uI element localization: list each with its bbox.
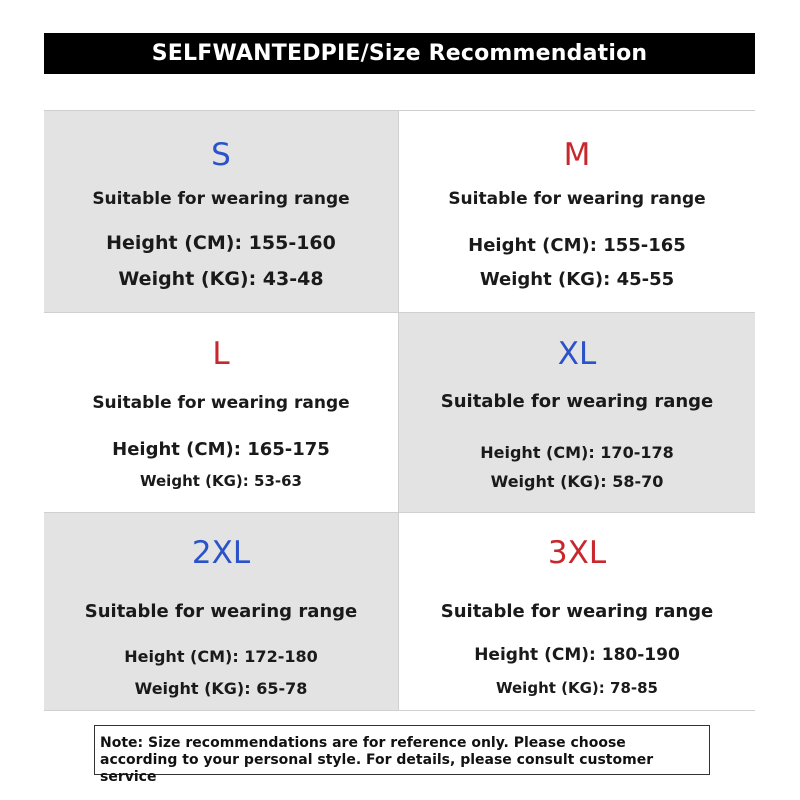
weight-range-l: Weight (KG): 53-63 [140,472,302,490]
page-title: SELFWANTEDPIE/Size Recommendation [151,41,648,66]
height-range-m: Height (CM): 155-165 [468,235,686,256]
size-label-3xl: 3XL [547,535,607,571]
size-label-l: L [212,336,230,372]
title-banner [44,33,755,74]
weight-range-3xl: Weight (KG): 78-85 [496,679,658,697]
size-card-3xl [399,512,755,711]
height-range-l: Height (CM): 165-175 [112,439,330,460]
size-label-xl: XL [557,336,597,372]
height-range-s: Height (CM): 155-160 [106,232,336,254]
range-caption-l: Suitable for wearing range [92,393,350,413]
weight-range-s: Weight (KG): 43-48 [118,268,324,290]
size-card-m [399,111,755,312]
height-range-3xl: Height (CM): 180-190 [474,645,680,665]
size-card-xl [399,312,755,512]
size-label-s: S [211,137,231,173]
weight-range-m: Weight (KG): 45-55 [479,269,675,290]
range-caption-m: Suitable for wearing range [448,189,706,209]
range-caption-s: Suitable for wearing range [92,189,350,209]
size-card-s [44,111,399,312]
size-label-m: M [563,137,591,173]
weight-range-2xl: Weight (KG): 65-78 [134,679,308,698]
size-label-2xl: 2XL [191,535,251,571]
weight-range-xl: Weight (KG): 58-70 [490,472,664,491]
range-caption-2xl: Suitable for wearing range [84,601,358,622]
range-caption-xl: Suitable for wearing range [440,391,714,412]
size-card-l [44,312,399,512]
disclaimer-note: Note: Size recommendations are for reference only. Please choose according to your personal style. For details, please consult customer service [94,725,710,775]
height-range-xl: Height (CM): 170-178 [480,443,674,462]
size-grid [44,110,755,711]
height-range-2xl: Height (CM): 172-180 [124,647,318,666]
size-card-2xl [44,512,399,711]
range-caption-3xl: Suitable for wearing range [440,601,714,622]
